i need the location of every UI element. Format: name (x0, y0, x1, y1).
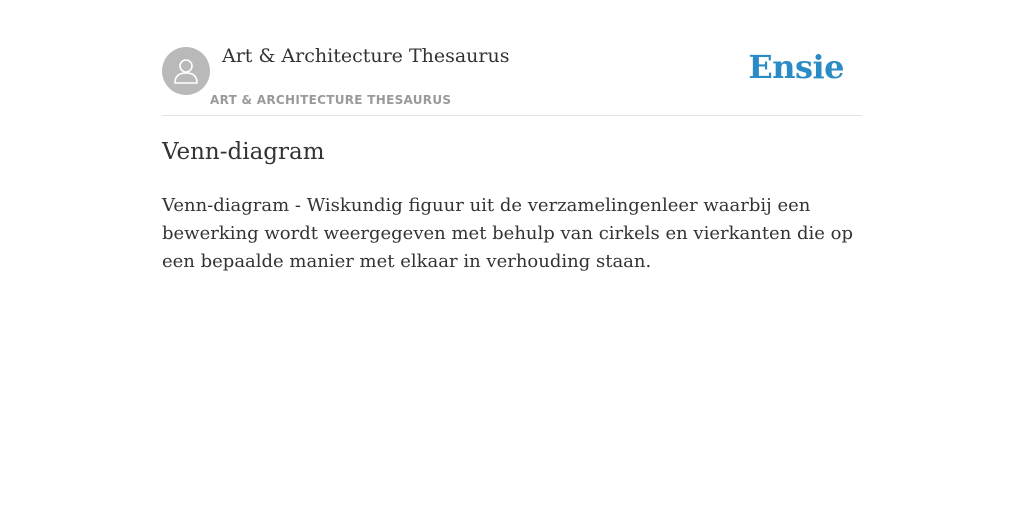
author-name-link[interactable]: Art & Architecture Thesaurus (222, 45, 510, 67)
page-container (162, 0, 862, 272)
page-header (162, 0, 862, 116)
entry-title: Venn-diagram (162, 139, 325, 165)
author-avatar[interactable] (162, 47, 210, 95)
user-icon (171, 56, 201, 86)
brand-logo[interactable]: Ensie (748, 48, 844, 86)
entry-definition: Venn-diagram - Wiskundig figuur uit de verzamelingenleer waarbij een bewerking wordt weergegeven met behulp van cirkels en vierkanten die op een bepaalde manier met elkaar in verhouding staan. (162, 195, 854, 272)
source-label: ART & ARCHITECTURE THESAURUS (210, 93, 452, 107)
